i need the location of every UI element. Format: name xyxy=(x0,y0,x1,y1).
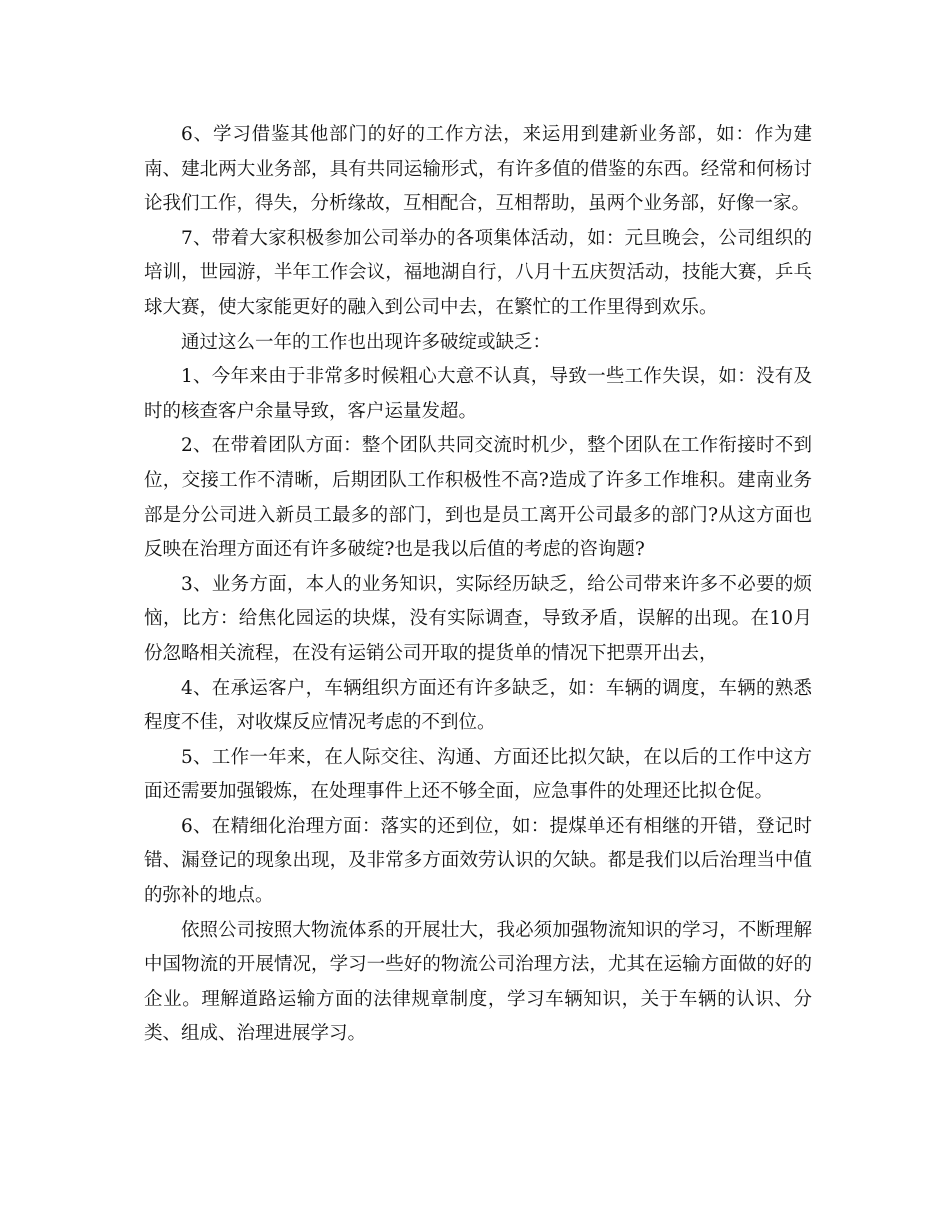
paragraph-shortcoming-business: 3、业务方面，本人的业务知识，实际经历缺乏，给公司带来许多不必要的烦恼，比方：给焦化园运的块煤，没有实际调查，导致矛盾，误解的出现。在10月份忽略相关流程，在没有运销公司开取的提货单的情况下把票开出去， xyxy=(144,573,812,664)
paragraph-shortcoming-vehicles: 4、在承运客户，车辆组织方面还有许多缺乏，如：车辆的调度，车辆的熟悉程度不佳，对收煤反应情况考虑的不到位。 xyxy=(144,677,812,734)
paragraph-shortcoming-team: 2、在带着团队方面：整个团队共同交流时机少，整个团队在工作衔接时不到位，交接工作不清晰，后期团队工作积极性不高?造成了许多工作堆积。建南业务部是分公司进入新员工最多的部门，到也是员工离开公司最多的部门?从这方面也反映在治理方面还有许多破绽?也是我以后值的考虑的咨询题? xyxy=(144,435,812,561)
document-body xyxy=(144,118,812,1052)
paragraph-shortcomings-intro: 通过这么一年的工作也出现许多破绽或缺乏： xyxy=(181,331,552,353)
paragraph-strategy-learning: 6、学习借鉴其他部门的好的工作方法，来运用到建新业务部，如：作为建南、建北两大业务部，具有共同运输形式，有许多值的借鉴的东西。经常和何杨讨论我们工作，得失，分析缘故，互相配合，互相帮助，虽两个业务部，好像一家。 xyxy=(144,124,812,215)
paragraph-shortcoming-communication: 5、工作一年来，在人际交往、沟通、方面还比拟欠缺，在以后的工作中这方面还需要加强锻炼，在处理事件上还不够全面，应急事件的处理还比拟仓促。 xyxy=(144,746,812,803)
paragraph-future-plan: 依照公司按照大物流体系的开展壮大，我必须加强物流知识的学习，不断理解中国物流的开展情况，学习一些好的物流公司治理方法，尤其在运输方面做的好的企业。理解道路运输方面的法律规章制度，学习车辆知识，关于车辆的认识、分类、组成、治理进展学习。 xyxy=(144,919,812,1045)
paragraph-shortcoming-management: 6、在精细化治理方面：落实的还到位，如：提煤单还有相继的开错，登记时错、漏登记的现象出现，及非常多方面效劳认识的欠缺。都是我们以后治理当中值的弥补的地点。 xyxy=(144,815,812,907)
paragraph-shortcoming-carelessness: 1、今年来由于非常多时候粗心大意不认真，导致一些工作失误，如：没有及时的核查客户余量导致，客户运量发超。 xyxy=(144,366,812,422)
paragraph-collective-activities: 7、带着大家积极参加公司举办的各项集体活动，如：元旦晚会，公司组织的培训，世园游，半年工作会议，福地湖自行，八月十五庆贺活动，技能大赛，乒乓球大赛，使大家能更好的融入到公司中去，在繁忙的工作里得到欢乐。 xyxy=(144,227,812,318)
